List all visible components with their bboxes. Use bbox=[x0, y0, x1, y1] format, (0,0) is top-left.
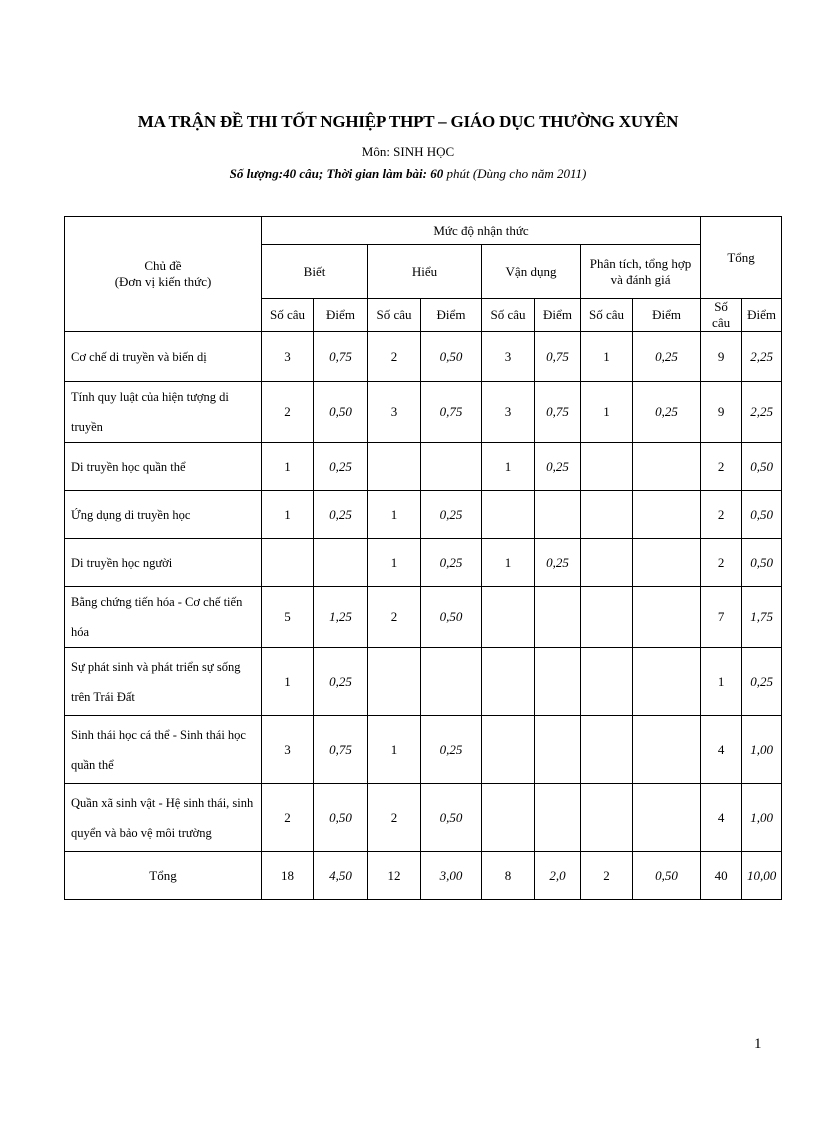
score-cell: 0,25 bbox=[535, 443, 581, 491]
count-cell: 5 bbox=[262, 587, 314, 648]
score-column-header: Điểm bbox=[633, 299, 701, 332]
count-cell bbox=[581, 491, 633, 539]
score-cell: 0,50 bbox=[742, 539, 782, 587]
score-cell bbox=[633, 443, 701, 491]
count-cell: 9 bbox=[701, 332, 742, 382]
topic-subheader-label: (Đơn vị kiến thức) bbox=[114, 274, 212, 289]
count-cell: 1 bbox=[701, 648, 742, 716]
count-cell: 1 bbox=[581, 332, 633, 382]
topic-cell: Sinh thái học cá thể - Sinh thái học quần thể bbox=[65, 716, 262, 784]
count-cell: 3 bbox=[262, 332, 314, 382]
topic-cell: Quần xã sinh vật - Hệ sinh thái, sinh quyển và bảo vệ môi trường bbox=[65, 784, 262, 852]
count-cell bbox=[581, 716, 633, 784]
count-cell: 2 bbox=[701, 443, 742, 491]
score-cell: 0,50 bbox=[742, 491, 782, 539]
count-cell bbox=[581, 784, 633, 852]
score-cell: 1,00 bbox=[742, 784, 782, 852]
score-cell: 0,25 bbox=[742, 648, 782, 716]
score-cell: 1,00 bbox=[742, 716, 782, 784]
count-cell: 3 bbox=[262, 716, 314, 784]
count-cell bbox=[581, 443, 633, 491]
level-biet-header: Biết bbox=[262, 245, 368, 299]
score-cell: 0,25 bbox=[314, 648, 368, 716]
table-row bbox=[65, 382, 782, 443]
table-row bbox=[65, 332, 782, 382]
score-cell bbox=[633, 716, 701, 784]
score-cell: 2,25 bbox=[742, 332, 782, 382]
count-cell: 4 bbox=[701, 784, 742, 852]
score-cell bbox=[535, 784, 581, 852]
count-column-header: Số câu bbox=[581, 299, 633, 332]
count-cell: 2 bbox=[701, 539, 742, 587]
topic-cell: Sự phát sinh và phát triển sự sống trên Trái Đất bbox=[65, 648, 262, 716]
score-cell bbox=[535, 716, 581, 784]
score-cell: 0,50 bbox=[314, 784, 368, 852]
total-count-cell: 40 bbox=[701, 852, 742, 900]
level-van-dung-header: Vận dụng bbox=[482, 245, 581, 299]
score-cell: 0,75 bbox=[314, 332, 368, 382]
count-cell: 3 bbox=[482, 382, 535, 443]
subject-line: Môn: SINH HỌC bbox=[361, 144, 455, 159]
score-cell: 0,75 bbox=[535, 382, 581, 443]
count-cell bbox=[482, 648, 535, 716]
topic-cell: Di truyền học quần thể bbox=[65, 443, 262, 491]
count-label: Số lượng: bbox=[229, 166, 284, 181]
score-cell: 1,25 bbox=[314, 587, 368, 648]
score-cell bbox=[421, 648, 482, 716]
topic-cell: Tính quy luật của hiện tượng di truyền bbox=[65, 382, 262, 443]
score-column-header: Điểm bbox=[742, 299, 782, 332]
count-cell: 9 bbox=[701, 382, 742, 443]
count-column-header: Số câu bbox=[482, 299, 535, 332]
total-row-label: Tổng bbox=[65, 852, 262, 900]
score-cell bbox=[421, 443, 482, 491]
count-column-header: Số câu bbox=[701, 299, 742, 332]
score-cell bbox=[633, 491, 701, 539]
count-cell: 1 bbox=[581, 382, 633, 443]
score-cell: 0,25 bbox=[314, 443, 368, 491]
count-cell: 1 bbox=[482, 443, 535, 491]
score-cell: 0,25 bbox=[421, 491, 482, 539]
score-column-header: Điểm bbox=[421, 299, 482, 332]
total-count-cell: 18 bbox=[262, 852, 314, 900]
score-cell: 0,25 bbox=[535, 539, 581, 587]
count-cell bbox=[482, 587, 535, 648]
score-cell bbox=[314, 539, 368, 587]
topic-cell: Cơ chế di truyền và biến dị bbox=[65, 332, 262, 382]
score-cell bbox=[633, 539, 701, 587]
score-cell bbox=[535, 491, 581, 539]
topic-cell: Di truyền học người bbox=[65, 539, 262, 587]
total-score-cell: 3,00 bbox=[421, 852, 482, 900]
score-cell: 0,50 bbox=[421, 332, 482, 382]
count-cell: 2 bbox=[701, 491, 742, 539]
score-cell: 0,25 bbox=[633, 382, 701, 443]
table-row bbox=[65, 491, 782, 539]
count-cell: 1 bbox=[368, 491, 421, 539]
count-column-header: Số câu bbox=[368, 299, 421, 332]
total-score-cell: 0,50 bbox=[633, 852, 701, 900]
page-title: MA TRẬN ĐỀ THI TỐT NGHIỆP THPT – GIÁO DỤC THƯỜNG XUYÊN bbox=[137, 112, 679, 131]
topic-cell: Bằng chứng tiến hóa - Cơ chế tiến hóa bbox=[65, 587, 262, 648]
score-column-header: Điểm bbox=[535, 299, 581, 332]
total-row bbox=[65, 852, 782, 900]
count-cell: 1 bbox=[262, 443, 314, 491]
table-row bbox=[65, 716, 782, 784]
total-score-cell: 10,00 bbox=[742, 852, 782, 900]
time-unit: phút bbox=[446, 166, 470, 181]
count-cell: 3 bbox=[368, 382, 421, 443]
count-cell bbox=[262, 539, 314, 587]
table-row bbox=[65, 539, 782, 587]
count-value: 40 câu; bbox=[283, 166, 324, 181]
count-cell bbox=[368, 648, 421, 716]
score-cell: 0,25 bbox=[633, 332, 701, 382]
count-cell: 2 bbox=[262, 382, 314, 443]
table-row bbox=[65, 587, 782, 648]
table-row bbox=[65, 784, 782, 852]
total-count-cell: 12 bbox=[368, 852, 421, 900]
score-cell: 0,25 bbox=[314, 491, 368, 539]
score-cell: 0,75 bbox=[421, 382, 482, 443]
level-header: Mức độ nhận thức bbox=[262, 217, 701, 245]
count-cell: 1 bbox=[262, 648, 314, 716]
score-cell: 0,75 bbox=[314, 716, 368, 784]
score-cell bbox=[535, 648, 581, 716]
count-column-header: Số câu bbox=[262, 299, 314, 332]
count-cell: 7 bbox=[701, 587, 742, 648]
score-cell: 0,50 bbox=[421, 784, 482, 852]
score-cell: 0,25 bbox=[421, 716, 482, 784]
time-value: 60 bbox=[430, 166, 444, 181]
count-cell bbox=[482, 716, 535, 784]
table-row bbox=[65, 648, 782, 716]
year-note: (Dùng cho năm 2011) bbox=[472, 166, 587, 181]
count-cell bbox=[482, 784, 535, 852]
score-cell bbox=[633, 784, 701, 852]
score-cell bbox=[633, 648, 701, 716]
total-count-cell: 2 bbox=[581, 852, 633, 900]
score-column-header: Điểm bbox=[314, 299, 368, 332]
level-hieu-header: Hiểu bbox=[368, 245, 482, 299]
topic-header-label: Chủ đề bbox=[144, 258, 182, 273]
total-score-cell: 4,50 bbox=[314, 852, 368, 900]
count-cell: 1 bbox=[262, 491, 314, 539]
page-number: 1 bbox=[754, 1036, 762, 1052]
table-row bbox=[65, 443, 782, 491]
count-cell bbox=[581, 539, 633, 587]
topic-cell: Ứng dụng di truyền học bbox=[65, 491, 262, 539]
count-cell: 2 bbox=[368, 587, 421, 648]
count-cell: 2 bbox=[262, 784, 314, 852]
count-cell: 1 bbox=[368, 539, 421, 587]
score-cell: 1,75 bbox=[742, 587, 782, 648]
count-cell: 3 bbox=[482, 332, 535, 382]
count-cell: 1 bbox=[482, 539, 535, 587]
count-cell bbox=[482, 491, 535, 539]
count-cell bbox=[581, 587, 633, 648]
score-cell: 0,50 bbox=[314, 382, 368, 443]
matrix-body bbox=[65, 332, 782, 900]
level-phan-tich-header: Phân tích, tổng hợp và đánh giá bbox=[581, 245, 701, 299]
score-cell bbox=[535, 587, 581, 648]
score-cell: 0,75 bbox=[535, 332, 581, 382]
score-cell bbox=[633, 587, 701, 648]
exam-meta bbox=[0, 166, 816, 182]
count-cell: 4 bbox=[701, 716, 742, 784]
total-score-cell: 2,0 bbox=[535, 852, 581, 900]
total-header: Tổng bbox=[701, 217, 782, 299]
score-cell: 0,50 bbox=[742, 443, 782, 491]
count-cell: 2 bbox=[368, 784, 421, 852]
score-cell: 0,50 bbox=[421, 587, 482, 648]
time-label: Thời gian làm bài: bbox=[326, 166, 427, 181]
exam-matrix-table bbox=[64, 216, 782, 900]
count-cell bbox=[368, 443, 421, 491]
score-cell: 2,25 bbox=[742, 382, 782, 443]
count-cell: 1 bbox=[368, 716, 421, 784]
count-cell bbox=[581, 648, 633, 716]
score-cell: 0,25 bbox=[421, 539, 482, 587]
topic-header bbox=[65, 217, 262, 332]
total-count-cell: 8 bbox=[482, 852, 535, 900]
count-cell: 2 bbox=[368, 332, 421, 382]
